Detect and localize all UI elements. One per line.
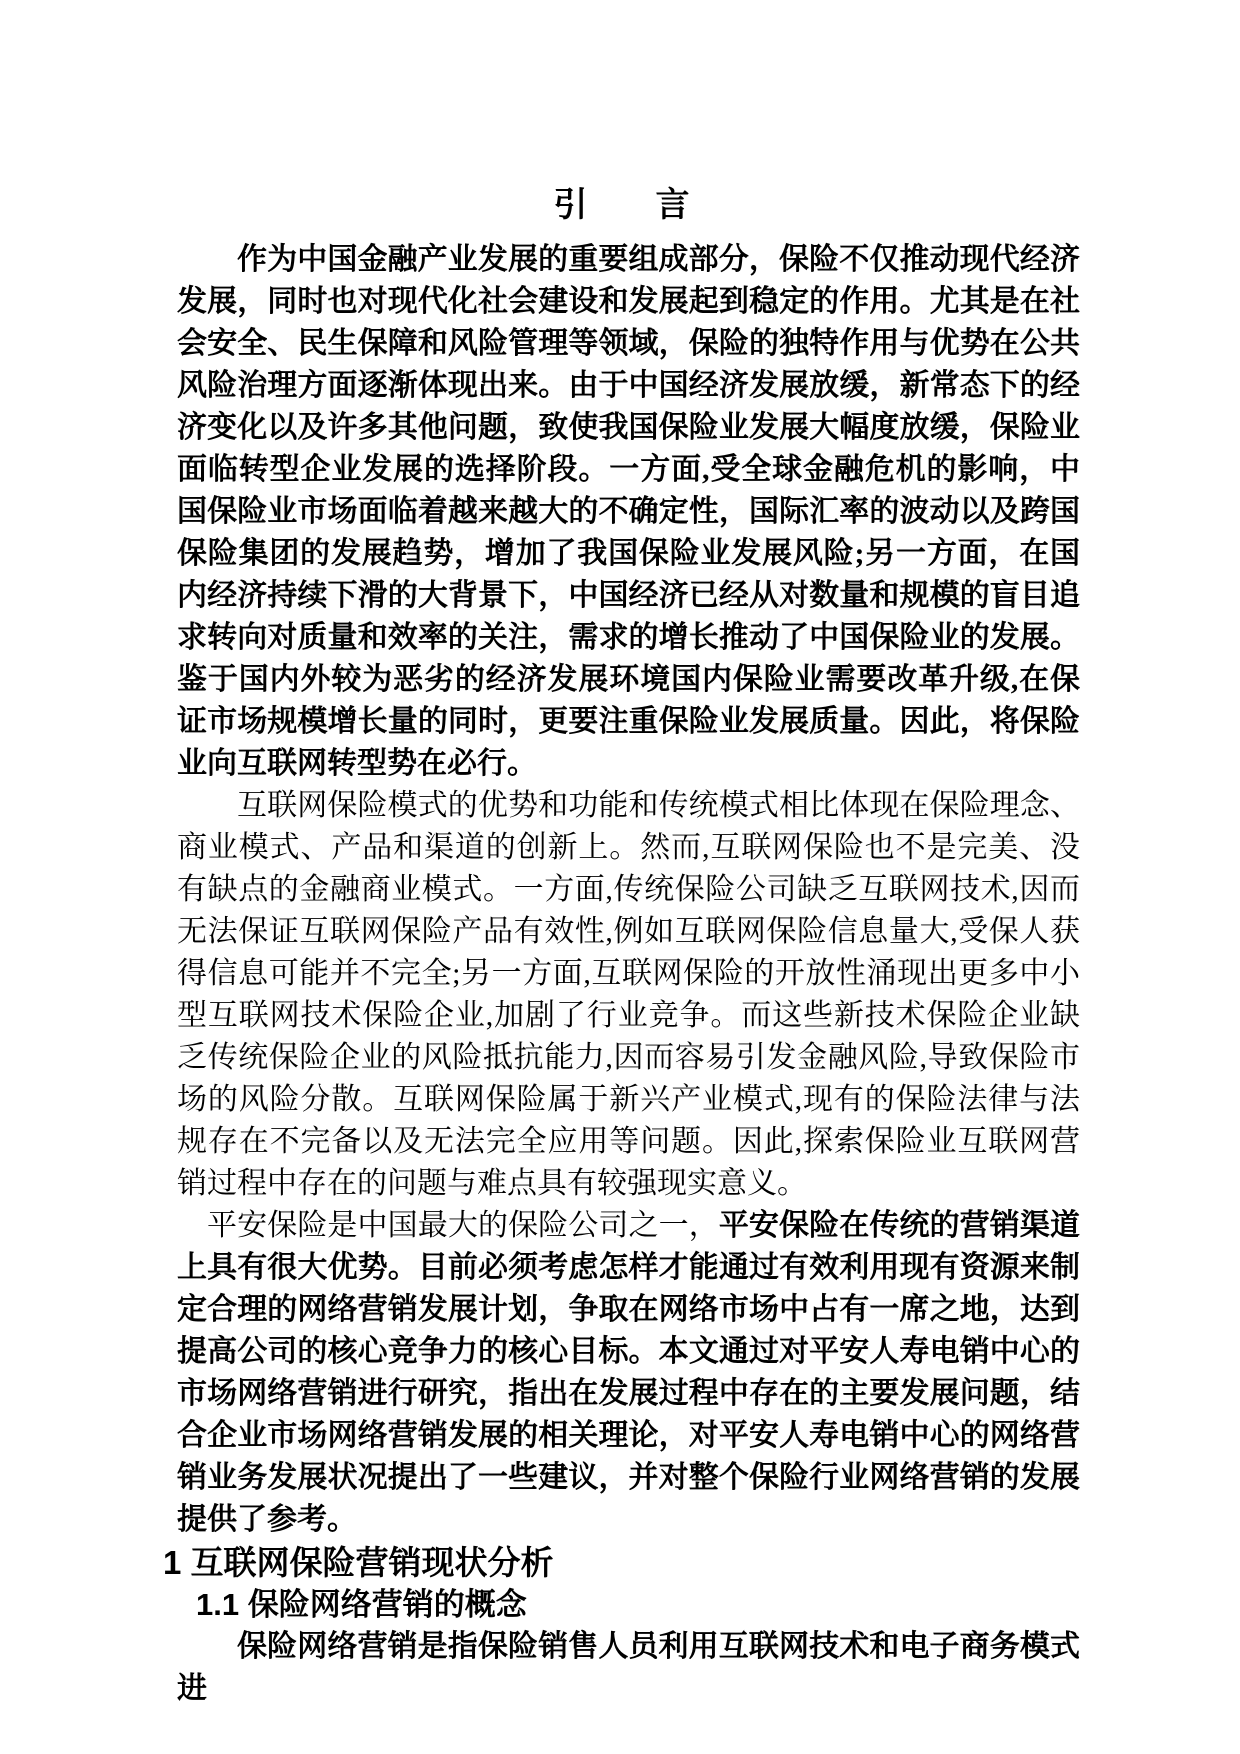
document-title: 引 言 xyxy=(553,186,690,224)
section-1-1-heading: 1.1 保险网络营销的概念 xyxy=(196,1587,527,1622)
intro-paragraph-3 xyxy=(177,1205,1080,1541)
intro-paragraph-1: 作为中国金融产业发展的重要组成部分，保险不仅推动现代经济发展，同时也对现代化社会建设和发展起到稳定的作用。尤其是在社会安全、民生保障和风险管理等领域，保险的独特作用与优势在公共风险治理方面逐渐体现出来。由于中国经济发展放缓，新常态下的经济变化以及许多其他问题，致使我国保险业发展大幅度放缓，保险业面临转型企业发展的选择阶段。一方面,受全球金融危机的影响，中国保险业市场面临着越来越大的不确定性，国际汇率的波动以及跨国保险集团的发展趋势，增加了我国保险业发展风险;另一方面，在国内经济持续下滑的大背景下，中国经济已经从对数量和规模的盲目追求转向对质量和效率的关注，需求的增长推动了中国保险业的发展。鉴于国内外较为恶劣的经济发展环境国内保险业需要改革升级,在保证市场规模增长量的同时，更要注重保险业发展质量。因此，将保险业向互联网转型势在必行。 xyxy=(177,243,1080,780)
section-1-heading: 1 互联网保险营销现状分析 xyxy=(163,1544,554,1581)
section-1-1-paragraph: 保险网络营销是指保险销售人员利用互联网技术和电子商务模式进 xyxy=(177,1630,1080,1705)
intro-paragraph-3-rest: 平安保险在传统的营销渠道上具有很大优势。目前必须考虑怎样才能通过有效利用现有资源来制定合理的网络营销发展计划，争取在网络市场中占有一席之地，达到提高公司的核心竞争力的核心目标。本文通过对平安人寿电销中心的市场网络营销进行研究，指出在发展过程中存在的主要发展问题，结合企业市场网络营销发展的相关理论，对平安人寿电销中心的网络营销业务发展状况提出了一些建议，并对整个保险行业网络营销的发展提供了参考。 xyxy=(177,1209,1081,1536)
intro-paragraph-2: 互联网保险模式的优势和功能和传统模式相比体现在保险理念、商业模式、产品和渠道的创新上。然而,互联网保险也不是完美、没有缺点的金融商业模式。一方面,传统保险公司缺乏互联网技术,因而无法保证互联网保险产品有效性,例如互联网保险信息量大,受保人获得信息可能并不完全;另一方面,互联网保险的开放性涌现出更多中小型互联网技术保险企业,加剧了行业竞争。而这些新技术保险企业缺乏传统保险企业的风险抵抗能力,因而容易引发金融风险,导致保险市场的风险分散。互联网保险属于新兴产业模式,现有的保险法律与法规存在不完备以及无法完全应用等问题。因此,探索保险业互联网营销过程中存在的问题与难点具有较强现实意义。 xyxy=(177,789,1080,1200)
intro-paragraph-3-lead: 平安保险是中国最大的保险公司之一， xyxy=(207,1209,719,1242)
